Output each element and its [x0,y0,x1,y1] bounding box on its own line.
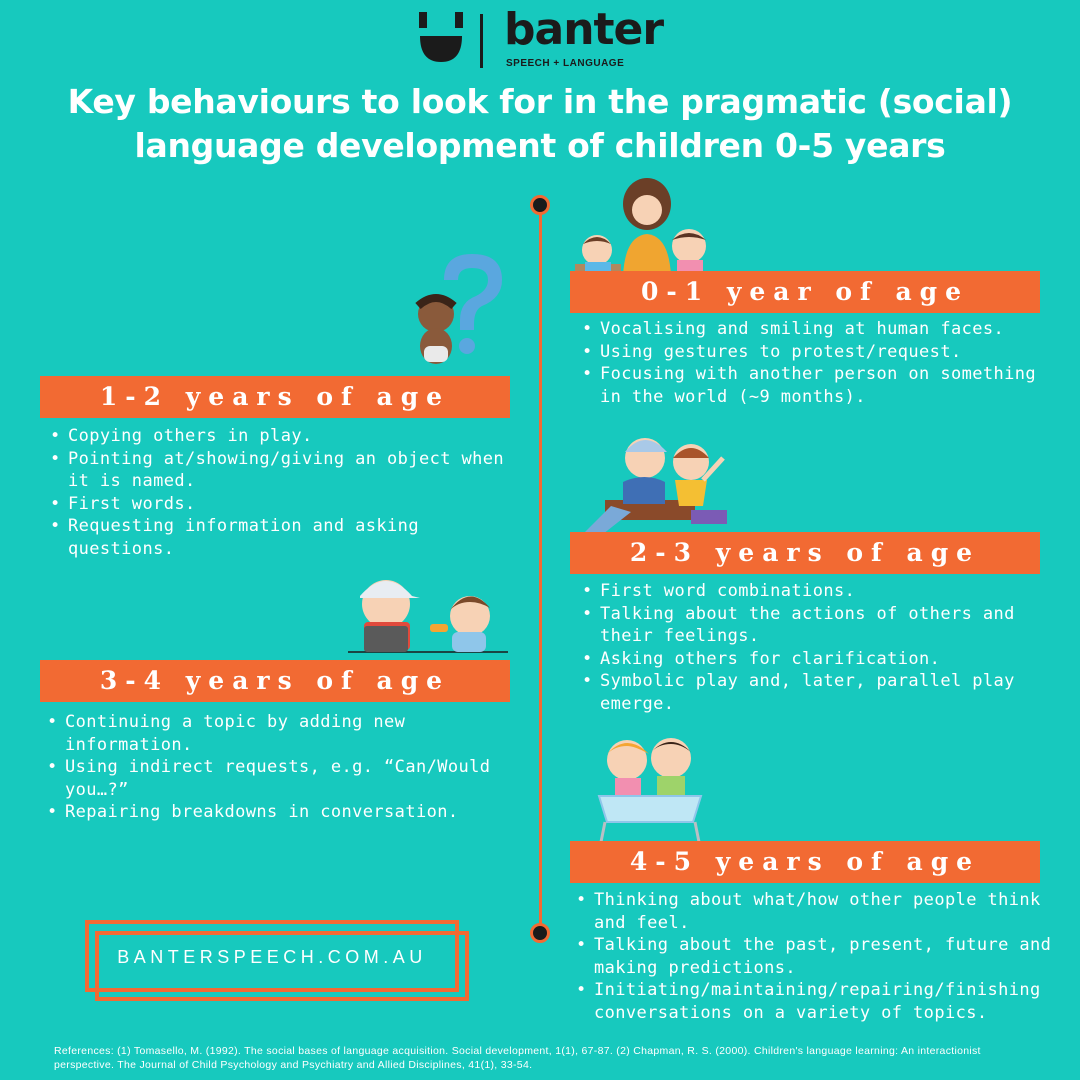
page-title [40,80,1040,168]
list-item: • Vocalising and smiling at human faces. [582,318,1057,341]
age-1-2-list [50,425,520,560]
timeline-end-dot [530,923,550,943]
age-4-5-list [576,889,1066,1024]
list-item: • Continuing a topic by adding new information. [47,711,522,756]
list-item: • Using gestures to protest/request. [582,341,1057,364]
list-item: • Using indirect requests, e.g. “Can/Would you…?” [47,756,522,801]
age-1-2-heading: 1-2 years of age [40,376,510,418]
age-3-4-list [47,711,522,824]
list-item: • Thinking about what/how other people think and feel. [576,889,1066,934]
timeline-start-dot [530,195,550,215]
kids-with-tablet-illustration [348,568,508,658]
banter-logo-mark-icon [418,12,464,62]
list-item: • Talking about the past, present, future and making predictions. [576,934,1066,979]
children-playing-illustration [575,428,735,538]
references: References: (1) Tomasello, M. (1992). The social bases of language acquisition. Social development, 1(1), 67-87. (2) Chapman, R. S. (2000). Children's language learning: An interactionist perspective. The Journal of Child Psychology and Psychiatry and Allied Disciplines, 41(1), 33-54. [54,1045,981,1071]
logo-wordmark: banter [504,4,664,55]
logo-tagline: SPEECH + LANGUAGE [506,58,625,69]
logo-divider [480,14,483,68]
list-item: • Requesting information and asking questions. [50,515,520,560]
list-item: • Talking about the actions of others and their feelings. [582,603,1052,648]
age-2-3-heading: 2-3 years of age [570,532,1040,574]
timeline-line [539,204,542,932]
title-line-1: Key behaviours to look for in the pragmatic (social) [67,82,1013,121]
list-item: • Pointing at/showing/giving an object when it is named. [50,448,520,493]
list-item: • Copying others in play. [50,425,520,448]
question-baby-illustration [410,250,510,370]
age-0-1-list [582,318,1057,408]
list-item: • First words. [50,493,520,516]
list-item: • Symbolic play and, later, parallel play emerge. [582,670,1052,715]
list-item: • Initiating/maintaining/repairing/finishing conversations on a variety of topics. [576,979,1066,1024]
age-2-3-list [582,580,1052,715]
website-link[interactable]: BANTERSPEECH.COM.AU [117,947,427,967]
banter-logo [418,4,668,72]
mother-with-babies-illustration [575,178,725,278]
list-item: • Asking others for clarification. [582,648,1052,671]
kids-at-table-illustration [595,732,705,842]
title-line-2: language development of children 0-5 years [134,126,946,165]
age-0-1-heading: 0-1 year of age [570,271,1040,313]
list-item: • Focusing with another person on something in the world (~9 months). [582,363,1057,408]
list-item: • First word combinations. [582,580,1052,603]
age-4-5-heading: 4-5 years of age [570,841,1040,883]
age-3-4-heading: 3-4 years of age [40,660,510,702]
list-item: • Repairing breakdowns in conversation. [47,801,522,824]
